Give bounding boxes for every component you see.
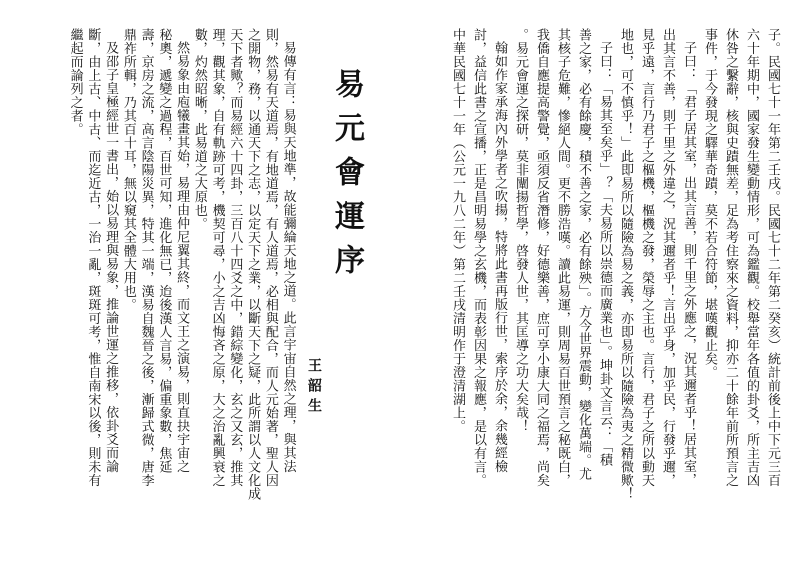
text-column: 我僑自應提高警覺，亟須反省潛修，好德樂善，庶可享小康大同之福焉，尚矣 — [534, 28, 549, 487]
text-column: 斷，由上古、中古、而迄近古，一治一亂，斑斑可考，惟自南宋以後，則未有 — [85, 28, 101, 487]
text-column: 易傳有言：易與天地準，故能彌綸天地之道。此言宇宙自然之理，與其法 — [280, 41, 296, 473]
text-column: 天下者歟？而易經六十四卦，三百八十四爻之中，錯綜變化，玄之又玄，推其 — [227, 28, 243, 487]
text-column: 則，然易有天道焉，有地道焉，有人道焉，必相與配合，而人元始著，聖人因 — [263, 28, 278, 487]
text-column: 事件，于今發現之驛華奇蹟，莫不若合符節，堪嘆觀止矣。 — [702, 28, 717, 379]
text-column: 及邵子皇極經世一書出，始以易理與易象，推論世運之推移，依卦爻而論 — [103, 41, 119, 473]
text-column: 中華民國七十一年（公元一九八二年）第二壬戌清明作于澄清湖上。 — [450, 28, 465, 433]
page-gutter — [380, 0, 400, 561]
right-page — [408, 28, 783, 538]
text-column: 翰如作家承海內外學者之吹揚，特將此書再版行世，索序於余，余幾經檢 — [492, 41, 507, 473]
text-column: 秘奧，遞變之過程，百世可知，進化無已，迨後漢人言易，偏重象數，焦延 — [156, 28, 172, 474]
author-name: 王韶生 — [306, 358, 322, 418]
text-column: 子。民國七十一年第二壬戌。民國七十二年第二癸亥）統計前後上中下元三百 — [765, 28, 780, 487]
text-column: 討，益信此書之宣播，正是昌明易學之玄機，而表彰因果之報應，是以有言。 — [471, 28, 486, 487]
left-page — [68, 28, 368, 538]
text-column: 子曰：「君子居其室，出其言善，則千里之外應之，況其邇者乎！居其室， — [681, 41, 696, 487]
text-column: 。易元會運之探研，莫非闡揚哲學，啓發人世，其匡導之功大矣哉！ — [513, 28, 528, 433]
text-column: 休咎之繫辭，核與史蹟無差，足為考住察來之資料，抑亦二十餘年前所預言之 — [723, 28, 738, 487]
text-column: 鼎祚所輯，乃其百十耳，無以窺其全體大用也。 — [121, 28, 136, 312]
text-column: 繼起而論列之者。 — [67, 28, 83, 136]
text-column: 數，灼然昭晰，此易道之大原也。 — [192, 28, 207, 231]
text-column: 善之家，必有餘慶，積不善之家，必有餘殃」。方今世界震動，變化萬端。尤 — [576, 28, 591, 481]
text-column: 理，觀其象，自有軌跡可考，機契可尋，小之吉凶悔吝之原，大之治亂興衰之 — [209, 28, 225, 487]
text-column: 六十年期中，國家發生變動情形，可為鑑觀。校舉當年各值的卦爻，所主吉凶 — [744, 28, 759, 487]
text-column: 見乎遠，言行乃君子之樞機，樞機之發，榮辱之主也。言行，君子之所以動天 — [639, 28, 654, 487]
page-title: 易元會運序 — [329, 68, 364, 288]
text-column: 其核子危難，慘絕人間。更不勝浩嘆。讀此易運，則周易百世預言之秘既白， — [555, 28, 570, 487]
text-column: 壽，京房之流，高言陰陽災異，特其一端，漢易自魏晉之後，漸歸式微，唐李 — [138, 28, 154, 487]
text-column: 子曰：「易其至矣乎」？「夫易所以崇德而廣業也」。坤卦文言云：「積 — [597, 41, 612, 467]
text-column: 之開物，務，以通天下之志，以定天下之業，以斷天下之疑，此所謂以人文化成 — [245, 28, 261, 501]
text-column: 然易象由庖犧畫其始，易理由仲尼翼其終，而文王之演易，則直抉宇宙之 — [174, 41, 190, 473]
text-column: 地也，可不慎乎！」此即易所以隨險為易之義，亦即易所以隨險為夷之精微歟！ — [618, 28, 633, 501]
text-column: 出其言不善，則千里之外違之，況其邇者乎！言出乎身，加乎民，行發乎邇， — [660, 28, 675, 487]
